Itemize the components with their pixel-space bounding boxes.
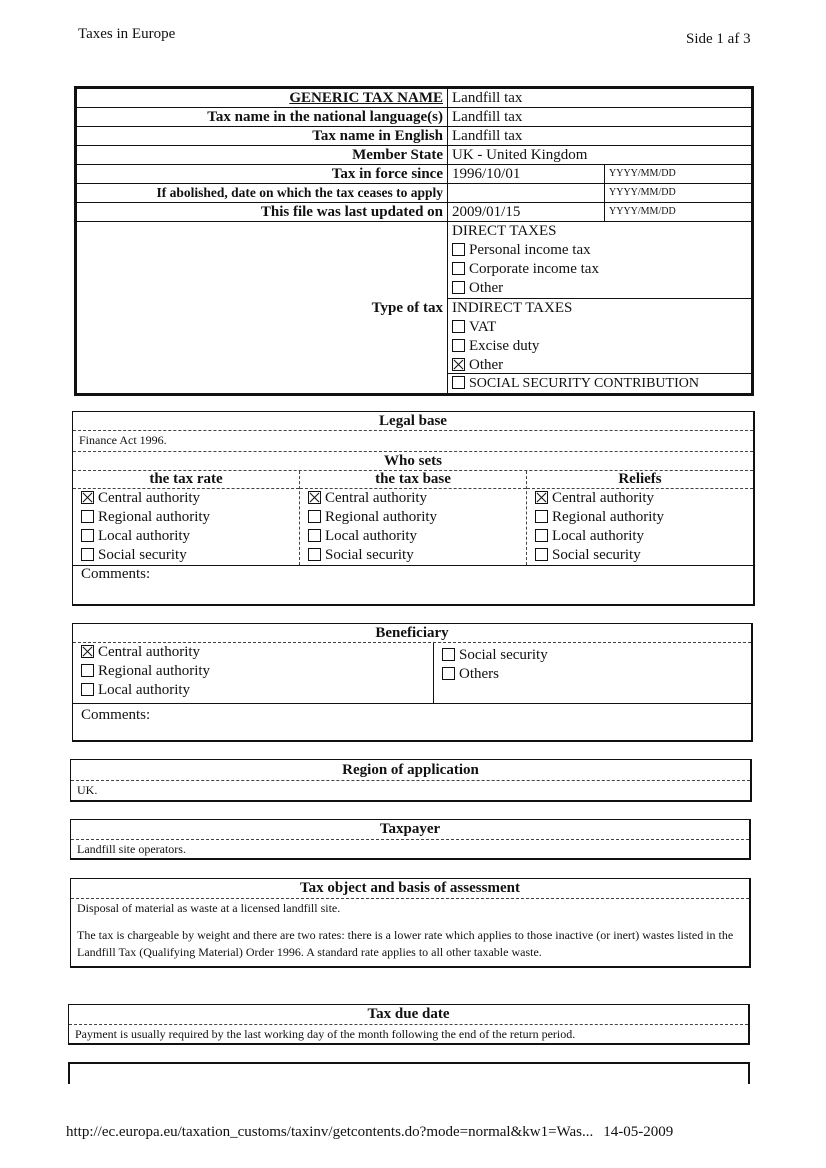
region-section [70, 759, 752, 802]
generic-tax-name-value: Landfill tax [448, 89, 752, 108]
checked-checkbox-icon[interactable] [308, 491, 321, 504]
checked-checkbox-icon[interactable] [535, 491, 548, 504]
checkbox-icon[interactable] [81, 683, 94, 696]
checkbox-icon[interactable] [442, 667, 455, 680]
row-national-name [77, 108, 752, 127]
checked-checkbox-icon[interactable] [81, 491, 94, 504]
direct-taxes-heading: DIRECT TAXES [452, 223, 557, 239]
type-of-tax-options [448, 222, 752, 394]
generic-tax-name-label: GENERIC TAX NAME [77, 89, 448, 108]
tax-rate-central[interactable]: Central authority [81, 489, 299, 508]
region-text: UK. [77, 783, 98, 797]
reliefs-social[interactable]: Social security [535, 546, 753, 565]
taxpayer-title: Taxpayer [71, 820, 749, 840]
checked-checkbox-icon[interactable] [81, 645, 94, 658]
footer [66, 1124, 673, 1141]
reliefs-column [527, 471, 753, 565]
option-excise-duty[interactable]: Excise duty [452, 337, 747, 356]
checkbox-icon[interactable] [452, 281, 465, 294]
tax-rate-title: the tax rate [73, 471, 299, 489]
abolished-value [448, 184, 605, 203]
footer-url[interactable]: http://ec.europa.eu/taxation_customs/taxinv/getcontents.do?mode=normal&kw1=Was... [66, 1124, 594, 1140]
tax-object-line1: Disposal of material as waste at a licensed landfill site. [77, 901, 341, 915]
checkbox-icon[interactable] [452, 320, 465, 333]
tax-base-central[interactable]: Central authority [308, 489, 526, 508]
footer-date: 14-05-2009 [603, 1124, 674, 1140]
tax-object-line2: The tax is chargeable by weight and there are two rates: there is a lower rate which applies to those inactive (or inert) wastes listed in the Landfill Tax (Qualifying Material) Order 1996. A standard rate applies to all other taxable waste. [77, 928, 734, 959]
national-name-value: Landfill tax [448, 108, 752, 127]
row-english-name [77, 127, 752, 146]
indirect-taxes-group [448, 299, 751, 374]
option-indirect-other[interactable]: Other [452, 356, 747, 375]
row-updated [77, 203, 752, 222]
who-sets-title: Who sets [73, 452, 753, 471]
taxpayer-text: Landfill site operators. [77, 842, 186, 856]
row-abolished [77, 184, 752, 203]
beneficiary-social[interactable]: Social security [442, 646, 751, 665]
indirect-taxes-heading: INDIRECT TAXES [452, 300, 573, 316]
checkbox-icon[interactable] [535, 529, 548, 542]
beneficiary-right [434, 643, 751, 703]
legal-comments-label: Comments: [81, 566, 151, 582]
in-force-format: YYYY/MM/DD [605, 165, 752, 184]
member-state-value: UK - United Kingdom [448, 146, 752, 165]
beneficiary-central[interactable]: Central authority [81, 643, 433, 662]
beneficiary-local[interactable]: Local authority [81, 681, 433, 700]
tax-base-local[interactable]: Local authority [308, 527, 526, 546]
abolished-label: If abolished, date on which the tax ceases to apply [77, 184, 448, 203]
tax-base-social[interactable]: Social security [308, 546, 526, 565]
english-name-label: Tax name in English [77, 127, 448, 146]
in-force-value: 1996/10/01 [448, 165, 605, 184]
checkbox-icon[interactable] [452, 262, 465, 275]
region-title: Region of application [71, 760, 750, 781]
member-state-label: Member State [77, 146, 448, 165]
checkbox-icon[interactable] [81, 664, 94, 677]
who-sets-columns [73, 471, 753, 566]
checkbox-icon[interactable] [452, 376, 465, 389]
checkbox-icon[interactable] [452, 243, 465, 256]
direct-taxes-group [448, 222, 751, 299]
option-direct-other[interactable]: Other [452, 279, 747, 298]
legal-base-section [72, 411, 755, 606]
checkbox-icon[interactable] [535, 548, 548, 561]
tax-rate-social[interactable]: Social security [81, 546, 299, 565]
english-name-value: Landfill tax [448, 127, 752, 146]
page-number: Side 1 af 3 [686, 31, 751, 47]
option-social-security-contribution[interactable]: SOCIAL SECURITY CONTRIBUTION [448, 374, 751, 393]
beneficiary-comments-label: Comments: [81, 707, 151, 723]
checkbox-icon[interactable] [81, 548, 94, 561]
checkbox-icon[interactable] [81, 510, 94, 523]
beneficiary-title: Beneficiary [73, 624, 751, 643]
tax-rate-local[interactable]: Local authority [81, 527, 299, 546]
option-vat[interactable]: VAT [452, 318, 747, 337]
tax-rate-column [73, 471, 300, 565]
tax-base-column [300, 471, 527, 565]
updated-format: YYYY/MM/DD [605, 203, 752, 222]
reliefs-central[interactable]: Central authority [535, 489, 753, 508]
tax-due-title: Tax due date [69, 1005, 748, 1025]
checkbox-icon[interactable] [535, 510, 548, 523]
row-member-state [77, 146, 752, 165]
document-title: Taxes in Europe [78, 26, 176, 42]
checked-checkbox-icon[interactable] [452, 358, 465, 371]
row-in-force [77, 165, 752, 184]
tax-object-section [70, 878, 751, 968]
beneficiary-regional[interactable]: Regional authority [81, 662, 433, 681]
tax-object-title: Tax object and basis of assessment [71, 879, 749, 899]
checkbox-icon[interactable] [308, 529, 321, 542]
reliefs-title: Reliefs [527, 471, 753, 489]
taxpayer-section [70, 819, 751, 860]
reliefs-local[interactable]: Local authority [535, 527, 753, 546]
beneficiary-others[interactable]: Others [442, 665, 751, 684]
option-personal-income-tax[interactable]: Personal income tax [452, 241, 747, 260]
tax-due-text: Payment is usually required by the last working day of the month following the end of the return period. [75, 1027, 576, 1041]
row-type-of-tax [77, 222, 752, 394]
next-section-edge [68, 1062, 750, 1084]
tax-rate-regional[interactable]: Regional authority [81, 508, 299, 527]
option-corporate-income-tax[interactable]: Corporate income tax [452, 260, 747, 279]
checkbox-icon[interactable] [452, 339, 465, 352]
in-force-label: Tax in force since [77, 165, 448, 184]
tax-due-section [68, 1004, 750, 1045]
checkbox-icon[interactable] [81, 529, 94, 542]
checkbox-icon[interactable] [308, 548, 321, 561]
beneficiary-left [73, 643, 434, 703]
national-name-label: Tax name in the national language(s) [77, 108, 448, 127]
checkbox-icon[interactable] [442, 648, 455, 661]
tax-info-table [74, 86, 754, 396]
row-generic-name [77, 89, 752, 108]
updated-label: This file was last updated on [77, 203, 448, 222]
checkbox-icon[interactable] [308, 510, 321, 523]
tax-base-title: the tax base [300, 471, 526, 489]
reliefs-regional[interactable]: Regional authority [535, 508, 753, 527]
abolished-format: YYYY/MM/DD [605, 184, 752, 203]
legal-base-text: Finance Act 1996. [73, 431, 753, 452]
beneficiary-section [72, 623, 753, 742]
beneficiary-options [73, 643, 751, 704]
legal-base-title: Legal base [73, 412, 753, 431]
tax-base-regional[interactable]: Regional authority [308, 508, 526, 527]
type-of-tax-label: Type of tax [77, 222, 448, 394]
updated-value: 2009/01/15 [448, 203, 605, 222]
